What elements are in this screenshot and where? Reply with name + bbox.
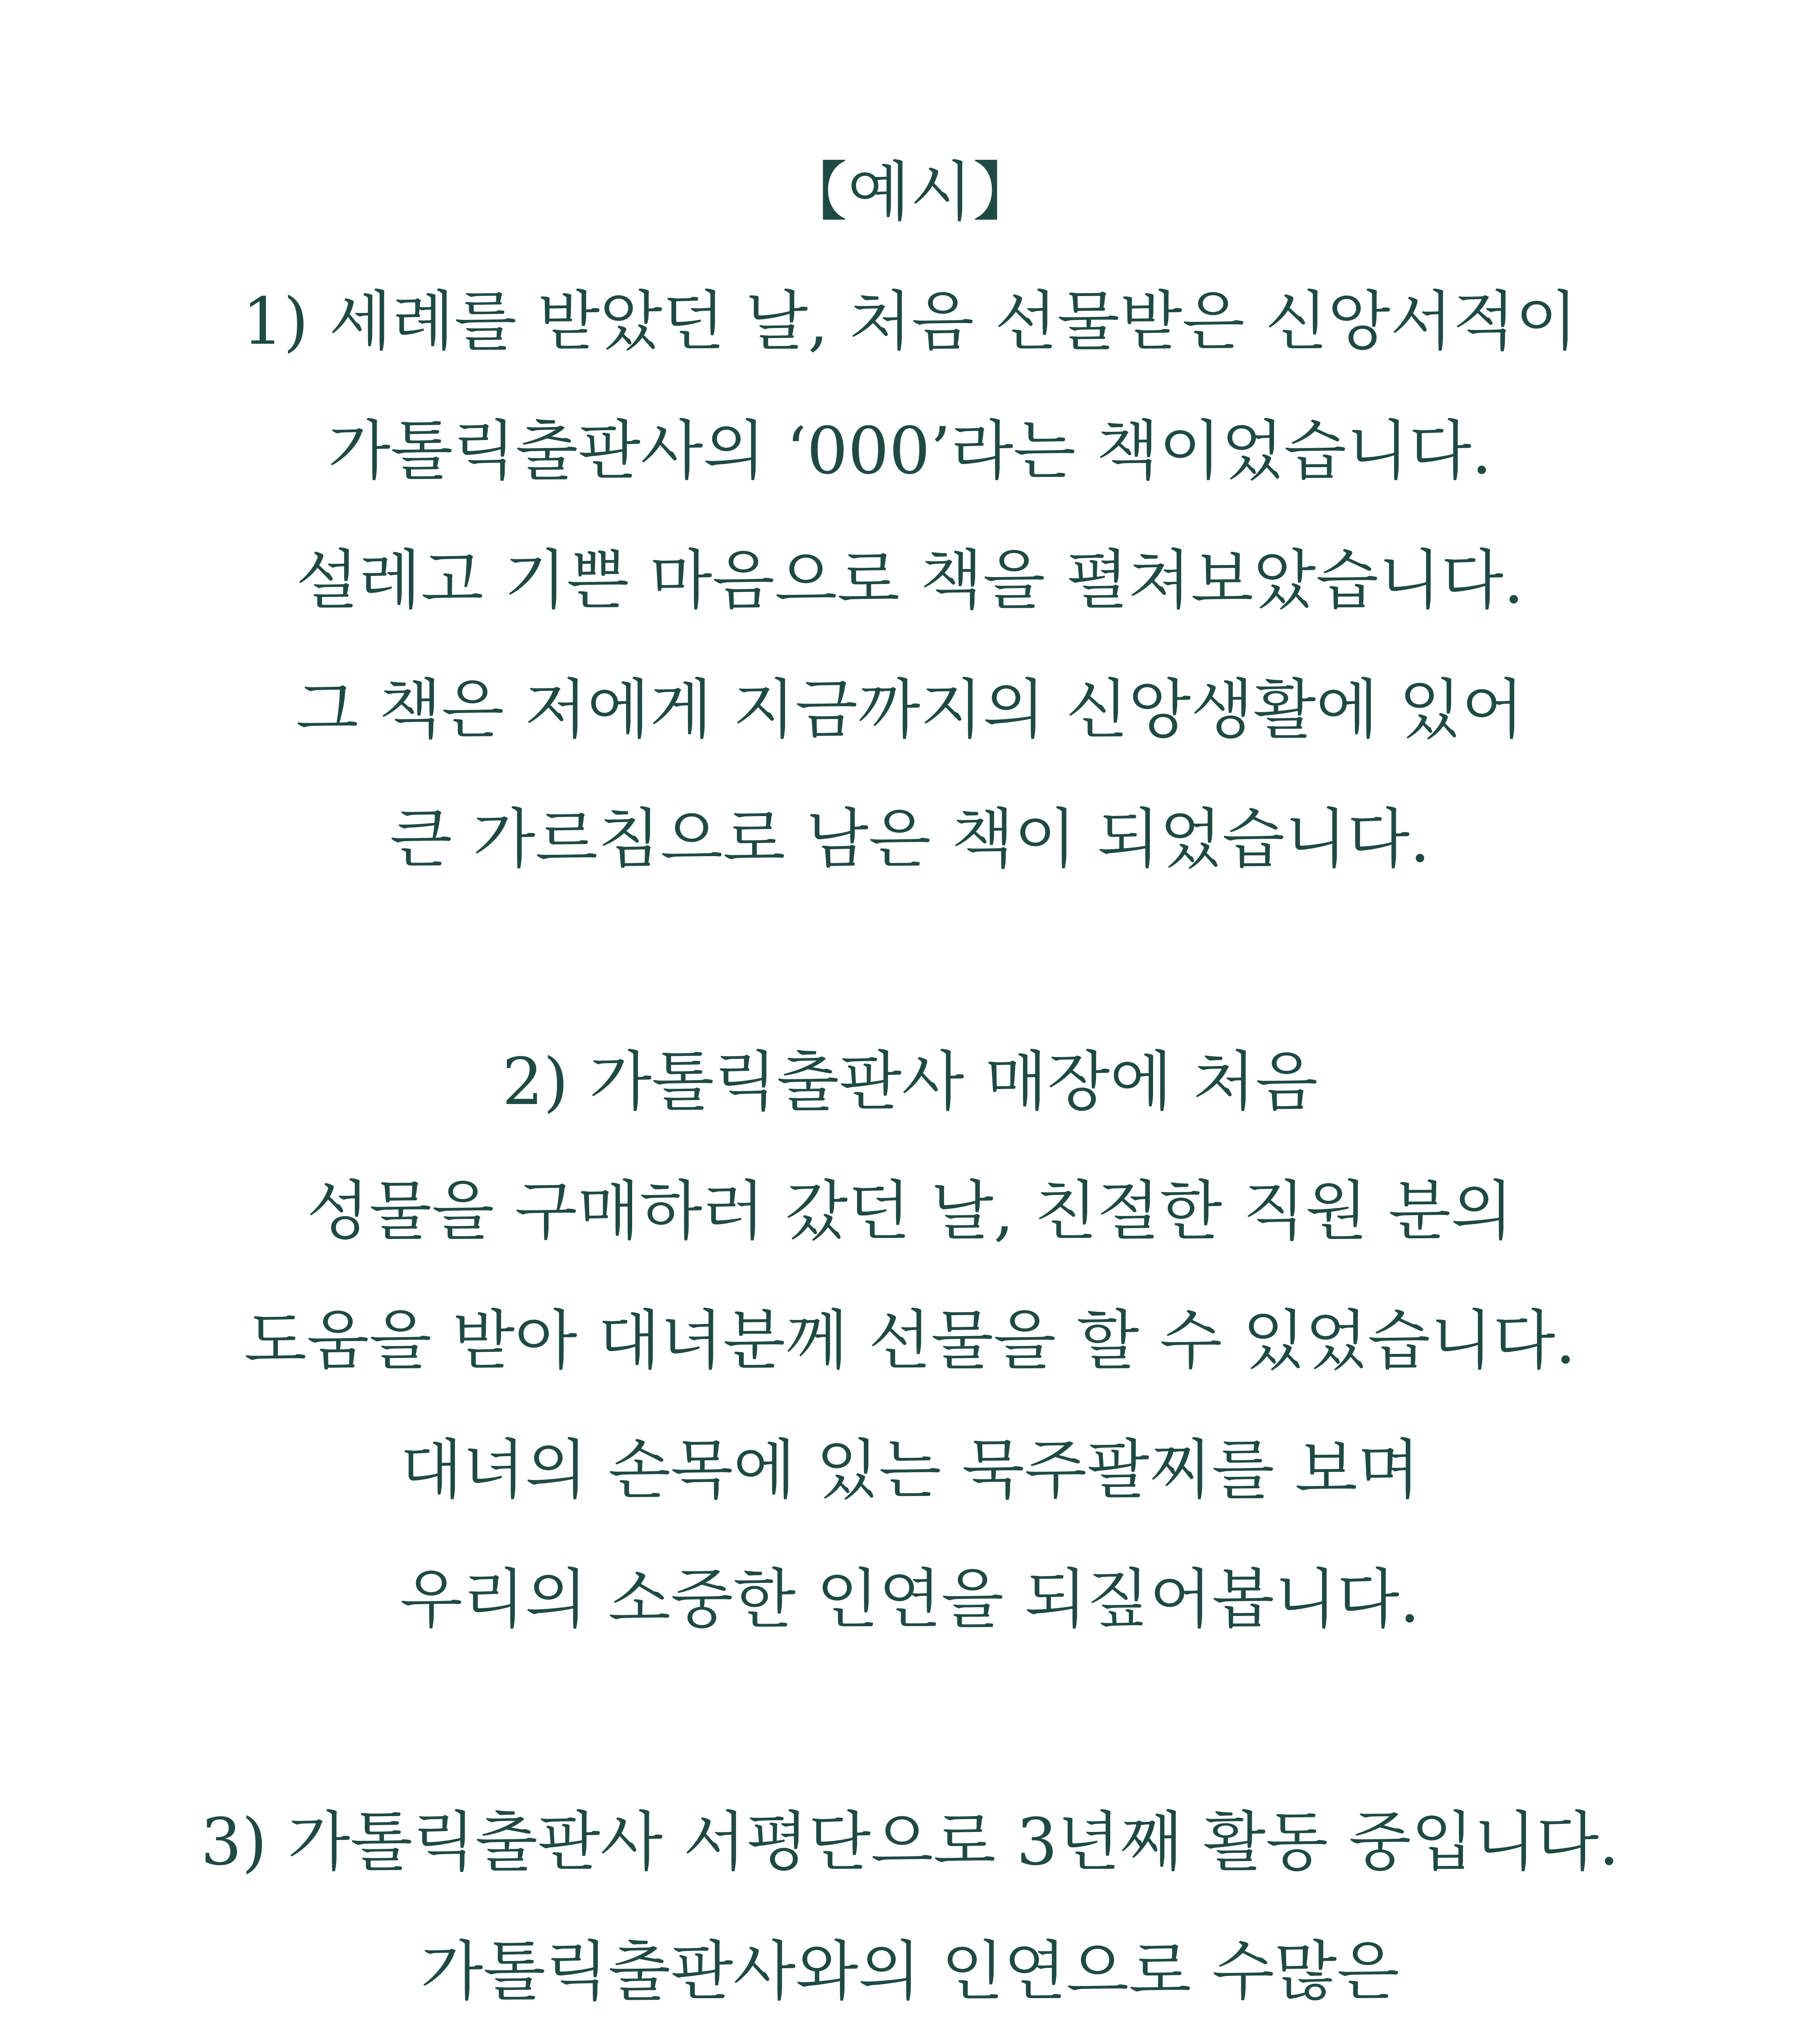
section-1-line-4: 그 책은 저에게 지금까지의 신앙생활에 있어	[296, 672, 1524, 747]
heading: 【예시】	[783, 154, 1037, 230]
section-1-line-3: 설레고 기쁜 마음으로 책을 펼쳐보았습니다.	[296, 542, 1524, 618]
section-1-line-1: 1) 세례를 받았던 날, 처음 선물받은 신앙서적이	[242, 283, 1578, 359]
section-1-line-5: 큰 가르침으로 남은 책이 되었습니다.	[389, 801, 1431, 877]
section-2-line-4: 대녀의 손목에 있는 묵주팔찌를 보며	[400, 1432, 1420, 1508]
section-2-line-1: 2) 가톨릭출판사 매장에 처음	[502, 1044, 1318, 1119]
section-2-line-3: 도움을 받아 대녀분께 선물을 할 수 있었습니다.	[244, 1303, 1576, 1378]
section-2-line-5: 우리의 소중한 인연을 되짚어봅니다.	[400, 1561, 1420, 1637]
section-2-line-2: 성물을 구매하러 갔던 날, 친절한 직원 분의	[307, 1173, 1513, 1249]
section-3-line-1: 3) 가톨릭출판사 서평단으로 3년째 활동 중입니다.	[201, 1804, 1619, 1880]
section-3-line-2: 가톨릭출판사와의 인연으로 수많은	[420, 1933, 1400, 2009]
section-1-line-2: 가톨릭출판사의 ‘000’라는 책이었습니다.	[328, 413, 1492, 489]
